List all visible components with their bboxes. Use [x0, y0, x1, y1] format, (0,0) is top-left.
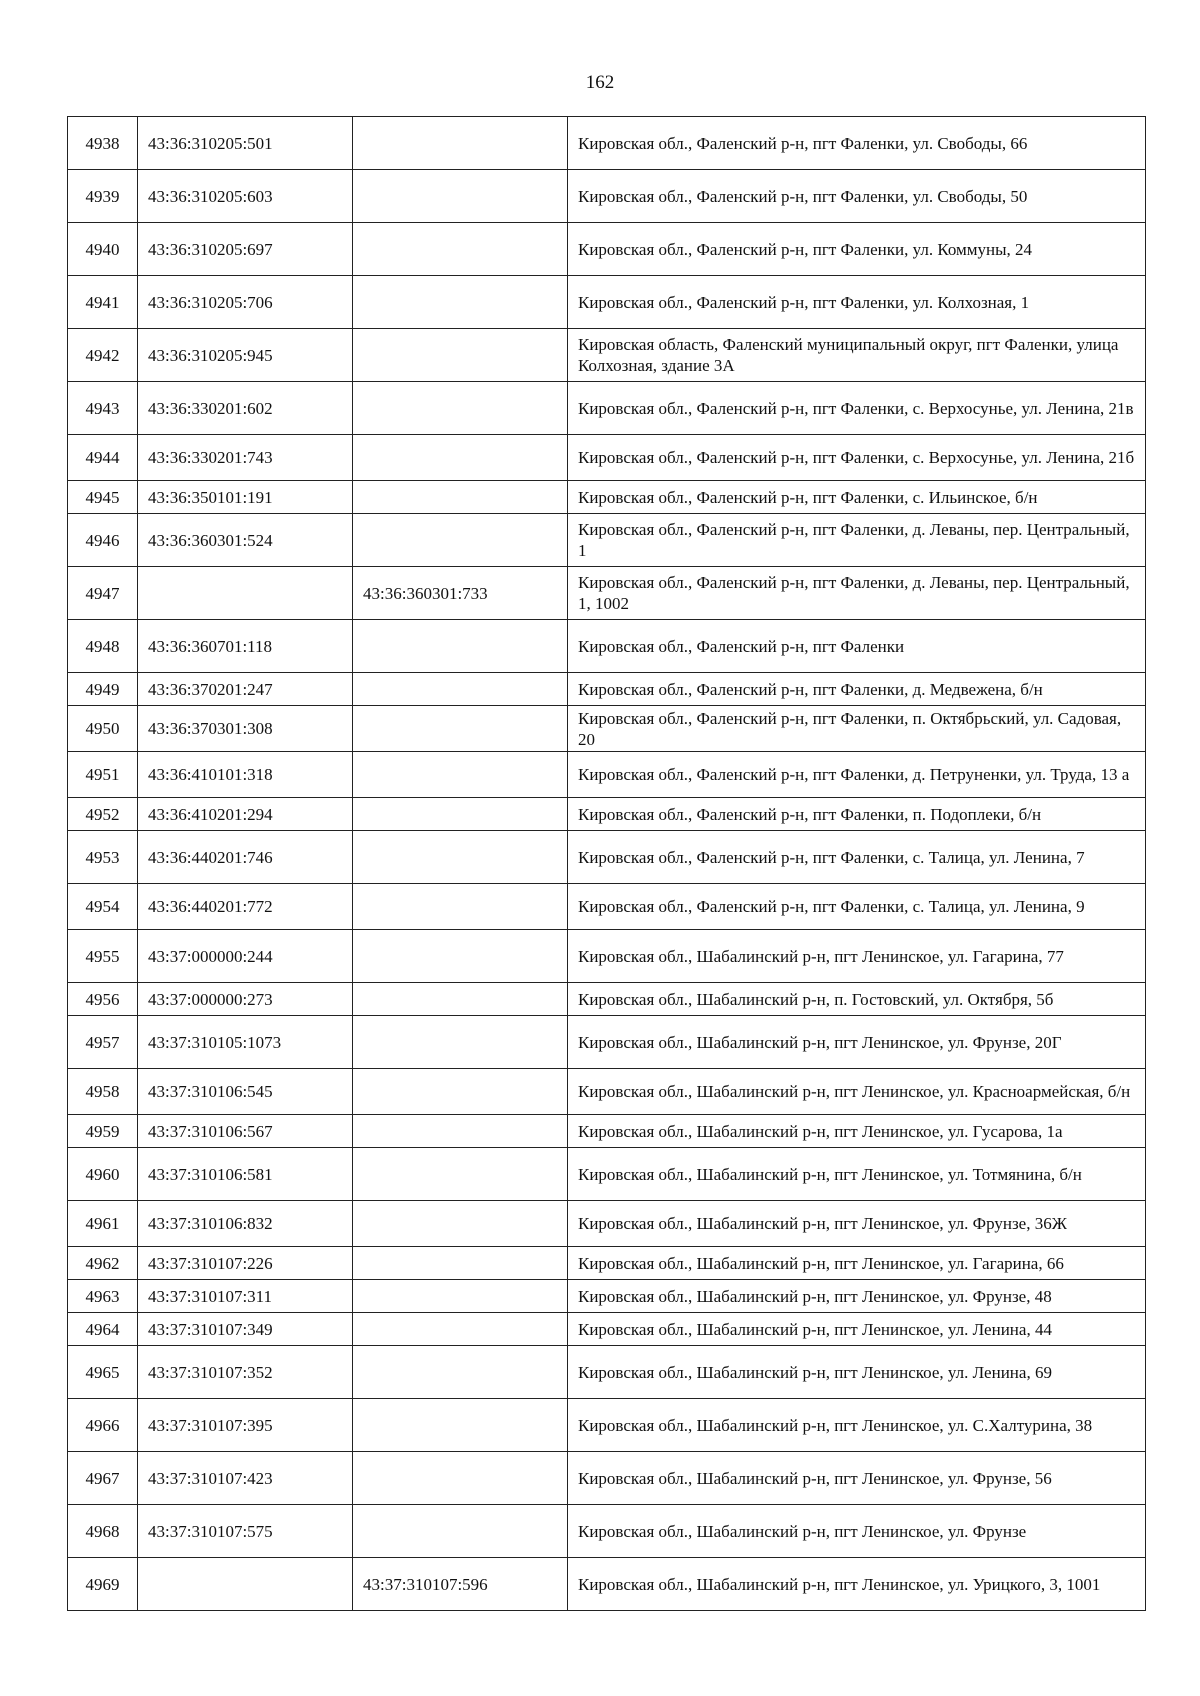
related-cadastral-number [353, 276, 568, 329]
related-cadastral-number [353, 1069, 568, 1115]
row-number: 4969 [68, 1558, 138, 1611]
address: Кировская обл., Шабалинский р-н, пгт Ленинское, ул. Фрунзе, 48 [568, 1280, 1146, 1313]
address: Кировская обл., Фаленский р-н, пгт Фаленки, д. Петруненки, ул. Труда, 13 а [568, 752, 1146, 798]
related-cadastral-number [353, 831, 568, 884]
table-row [68, 382, 1146, 435]
related-cadastral-number [353, 435, 568, 481]
related-cadastral-number: 43:36:360301:733 [353, 567, 568, 620]
table-row [68, 884, 1146, 930]
row-number: 4942 [68, 329, 138, 382]
related-cadastral-number [353, 514, 568, 567]
address: Кировская обл., Фаленский р-н, пгт Фаленки, с. Верхосунье, ул. Ленина, 21б [568, 435, 1146, 481]
related-cadastral-number [353, 884, 568, 930]
table-row [68, 1016, 1146, 1069]
table-row [68, 1313, 1146, 1346]
table-row [68, 1558, 1146, 1611]
row-number: 4956 [68, 983, 138, 1016]
address: Кировская обл., Шабалинский р-н, пгт Ленинское, ул. Фрунзе [568, 1505, 1146, 1558]
row-number: 4939 [68, 170, 138, 223]
row-number: 4950 [68, 706, 138, 752]
address: Кировская обл., Шабалинский р-н, п. Гостовский, ул. Октября, 5б [568, 983, 1146, 1016]
table-row [68, 930, 1146, 983]
address: Кировская обл., Фаленский р-н, пгт Фаленки, д. Леваны, пер. Центральный, 1, 1002 [568, 567, 1146, 620]
cadastral-number: 43:36:310205:697 [138, 223, 353, 276]
table-row [68, 706, 1146, 752]
related-cadastral-number [353, 1505, 568, 1558]
cadastral-number [138, 567, 353, 620]
cadastral-number: 43:36:360701:118 [138, 620, 353, 673]
row-number: 4957 [68, 1016, 138, 1069]
related-cadastral-number [353, 1280, 568, 1313]
related-cadastral-number [353, 170, 568, 223]
cadastral-number: 43:37:310107:352 [138, 1346, 353, 1399]
related-cadastral-number [353, 329, 568, 382]
cadastral-number: 43:36:440201:772 [138, 884, 353, 930]
cadastral-number: 43:37:310107:311 [138, 1280, 353, 1313]
row-number: 4943 [68, 382, 138, 435]
cadastral-number: 43:36:350101:191 [138, 481, 353, 514]
row-number: 4949 [68, 673, 138, 706]
table-row [68, 798, 1146, 831]
address: Кировская обл., Шабалинский р-н, пгт Ленинское, ул. Ленина, 69 [568, 1346, 1146, 1399]
table-row [68, 1399, 1146, 1452]
row-number: 4945 [68, 481, 138, 514]
related-cadastral-number [353, 382, 568, 435]
related-cadastral-number [353, 620, 568, 673]
row-number: 4951 [68, 752, 138, 798]
address: Кировская обл., Фаленский р-н, пгт Фаленки, ул. Свободы, 66 [568, 117, 1146, 170]
address: Кировская область, Фаленский муниципальный округ, пгт Фаленки, улица Колхозная, здание 3А [568, 329, 1146, 382]
table-row [68, 1148, 1146, 1201]
address: Кировская обл., Фаленский р-н, пгт Фаленки, с. Верхосунье, ул. Ленина, 21в [568, 382, 1146, 435]
address: Кировская обл., Фаленский р-н, пгт Фаленки, п. Подоплеки, б/н [568, 798, 1146, 831]
row-number: 4958 [68, 1069, 138, 1115]
cadastral-number: 43:36:410101:318 [138, 752, 353, 798]
cadastral-number: 43:36:360301:524 [138, 514, 353, 567]
cadastral-number: 43:36:410201:294 [138, 798, 353, 831]
row-number: 4959 [68, 1115, 138, 1148]
table-row [68, 1452, 1146, 1505]
cadastral-number: 43:36:440201:746 [138, 831, 353, 884]
address: Кировская обл., Фаленский р-н, пгт Фаленки, ул. Колхозная, 1 [568, 276, 1146, 329]
row-number: 4952 [68, 798, 138, 831]
address: Кировская обл., Фаленский р-н, пгт Фаленки, п. Октябрьский, ул. Садовая, 20 [568, 706, 1146, 752]
table-row [68, 223, 1146, 276]
related-cadastral-number [353, 1452, 568, 1505]
table-row [68, 567, 1146, 620]
address: Кировская обл., Шабалинский р-н, пгт Ленинское, ул. Урицкого, 3, 1001 [568, 1558, 1146, 1611]
related-cadastral-number [353, 752, 568, 798]
cadastral-number: 43:37:310105:1073 [138, 1016, 353, 1069]
address: Кировская обл., Шабалинский р-н, пгт Ленинское, ул. Гусарова, 1а [568, 1115, 1146, 1148]
related-cadastral-number [353, 1016, 568, 1069]
table-row [68, 481, 1146, 514]
cadastral-number: 43:37:310106:567 [138, 1115, 353, 1148]
row-number: 4968 [68, 1505, 138, 1558]
table-row [68, 983, 1146, 1016]
address: Кировская обл., Фаленский р-н, пгт Фаленки, д. Леваны, пер. Центральный, 1 [568, 514, 1146, 567]
table-row [68, 117, 1146, 170]
row-number: 4953 [68, 831, 138, 884]
cadastral-number: 43:37:310107:349 [138, 1313, 353, 1346]
address: Кировская обл., Фаленский р-н, пгт Фаленки, с. Ильинское, б/н [568, 481, 1146, 514]
address: Кировская обл., Фаленский р-н, пгт Фаленки, с. Талица, ул. Ленина, 9 [568, 884, 1146, 930]
address: Кировская обл., Шабалинский р-н, пгт Ленинское, ул. Ленина, 44 [568, 1313, 1146, 1346]
related-cadastral-number [353, 1247, 568, 1280]
row-number: 4964 [68, 1313, 138, 1346]
cadastral-number: 43:36:370301:308 [138, 706, 353, 752]
address: Кировская обл., Шабалинский р-н, пгт Ленинское, ул. Гагарина, 66 [568, 1247, 1146, 1280]
row-number: 4963 [68, 1280, 138, 1313]
registry-table-body [68, 117, 1146, 1611]
table-row [68, 620, 1146, 673]
related-cadastral-number [353, 706, 568, 752]
table-row [68, 1505, 1146, 1558]
row-number: 4961 [68, 1201, 138, 1247]
address: Кировская обл., Шабалинский р-н, пгт Ленинское, ул. Фрунзе, 56 [568, 1452, 1146, 1505]
cadastral-number: 43:36:330201:743 [138, 435, 353, 481]
row-number: 4941 [68, 276, 138, 329]
cadastral-number: 43:37:310106:545 [138, 1069, 353, 1115]
cadastral-number: 43:37:310106:581 [138, 1148, 353, 1201]
table-row [68, 1115, 1146, 1148]
cadastral-number: 43:36:310205:603 [138, 170, 353, 223]
table-row [68, 1280, 1146, 1313]
cadastral-number [138, 1558, 353, 1611]
table-row [68, 673, 1146, 706]
table-row [68, 276, 1146, 329]
related-cadastral-number [353, 673, 568, 706]
row-number: 4948 [68, 620, 138, 673]
table-row [68, 514, 1146, 567]
table-row [68, 329, 1146, 382]
related-cadastral-number [353, 983, 568, 1016]
address: Кировская обл., Шабалинский р-н, пгт Ленинское, ул. Тотмянина, б/н [568, 1148, 1146, 1201]
cadastral-number: 43:36:310205:706 [138, 276, 353, 329]
address: Кировская обл., Шабалинский р-н, пгт Ленинское, ул. Гагарина, 77 [568, 930, 1146, 983]
row-number: 4938 [68, 117, 138, 170]
table-row [68, 1069, 1146, 1115]
cadastral-number: 43:37:310107:395 [138, 1399, 353, 1452]
address: Кировская обл., Шабалинский р-н, пгт Ленинское, ул. С.Халтурина, 38 [568, 1399, 1146, 1452]
row-number: 4967 [68, 1452, 138, 1505]
row-number: 4960 [68, 1148, 138, 1201]
registry-table [67, 116, 1146, 1611]
table-row [68, 1247, 1146, 1280]
row-number: 4947 [68, 567, 138, 620]
address: Кировская обл., Фаленский р-н, пгт Фаленки, ул. Свободы, 50 [568, 170, 1146, 223]
address: Кировская обл., Фаленский р-н, пгт Фаленки [568, 620, 1146, 673]
related-cadastral-number [353, 1115, 568, 1148]
cadastral-number: 43:37:310106:832 [138, 1201, 353, 1247]
table-row [68, 170, 1146, 223]
address: Кировская обл., Фаленский р-н, пгт Фаленки, д. Медвежена, б/н [568, 673, 1146, 706]
row-number: 4940 [68, 223, 138, 276]
table-row [68, 1201, 1146, 1247]
address: Кировская обл., Шабалинский р-н, пгт Ленинское, ул. Фрунзе, 20Г [568, 1016, 1146, 1069]
table-row [68, 831, 1146, 884]
cadastral-number: 43:36:310205:945 [138, 329, 353, 382]
row-number: 4965 [68, 1346, 138, 1399]
cadastral-number: 43:36:310205:501 [138, 117, 353, 170]
cadastral-number: 43:37:000000:273 [138, 983, 353, 1016]
cadastral-number: 43:37:310107:226 [138, 1247, 353, 1280]
row-number: 4954 [68, 884, 138, 930]
related-cadastral-number [353, 1346, 568, 1399]
related-cadastral-number [353, 1148, 568, 1201]
related-cadastral-number [353, 930, 568, 983]
address: Кировская обл., Фаленский р-н, пгт Фаленки, ул. Коммуны, 24 [568, 223, 1146, 276]
table-row [68, 1346, 1146, 1399]
row-number: 4955 [68, 930, 138, 983]
related-cadastral-number [353, 1201, 568, 1247]
cadastral-number: 43:37:310107:575 [138, 1505, 353, 1558]
table-row [68, 752, 1146, 798]
cadastral-number: 43:37:000000:244 [138, 930, 353, 983]
row-number: 4946 [68, 514, 138, 567]
related-cadastral-number [353, 1399, 568, 1452]
row-number: 4966 [68, 1399, 138, 1452]
cadastral-number: 43:37:310107:423 [138, 1452, 353, 1505]
related-cadastral-number [353, 117, 568, 170]
row-number: 4944 [68, 435, 138, 481]
address: Кировская обл., Фаленский р-н, пгт Фаленки, с. Талица, ул. Ленина, 7 [568, 831, 1146, 884]
cadastral-number: 43:36:370201:247 [138, 673, 353, 706]
cadastral-number: 43:36:330201:602 [138, 382, 353, 435]
related-cadastral-number [353, 481, 568, 514]
related-cadastral-number [353, 1313, 568, 1346]
page-number: 162 [585, 72, 615, 93]
table-row [68, 435, 1146, 481]
related-cadastral-number: 43:37:310107:596 [353, 1558, 568, 1611]
address: Кировская обл., Шабалинский р-н, пгт Ленинское, ул. Красноармейская, б/н [568, 1069, 1146, 1115]
related-cadastral-number [353, 798, 568, 831]
row-number: 4962 [68, 1247, 138, 1280]
related-cadastral-number [353, 223, 568, 276]
address: Кировская обл., Шабалинский р-н, пгт Ленинское, ул. Фрунзе, 36Ж [568, 1201, 1146, 1247]
